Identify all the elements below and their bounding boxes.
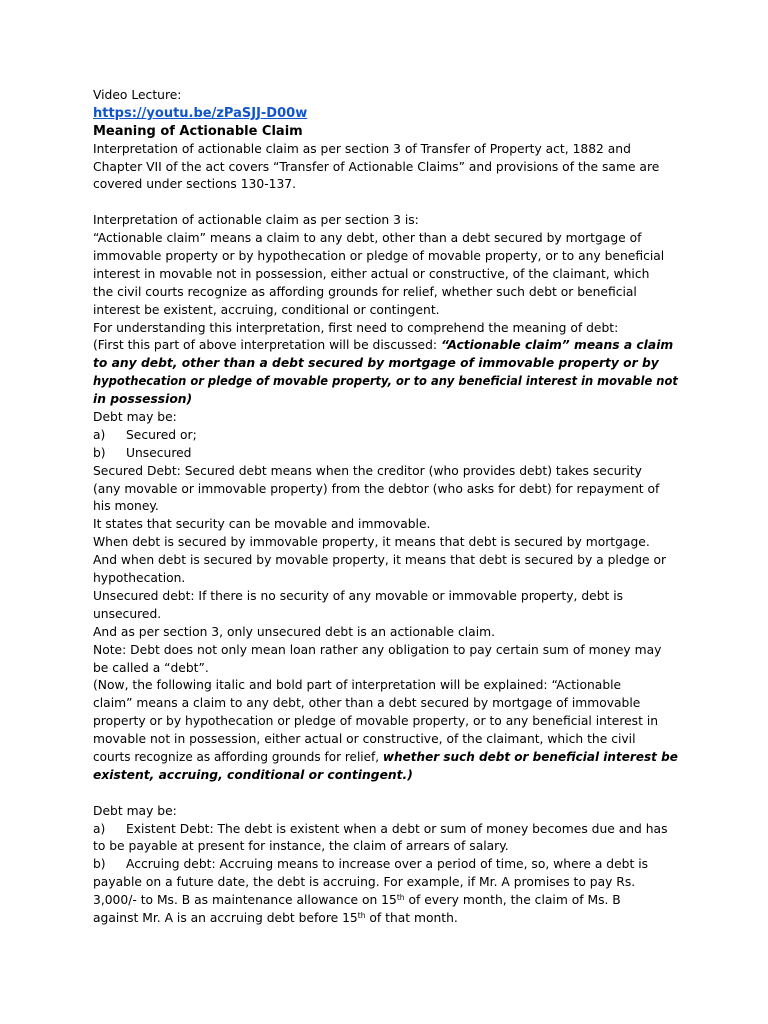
unsecured-line: unsecured.	[93, 606, 162, 621]
intro-line: Chapter VII of the act covers “Transfer of Actionable Claims” and provisions of the same are	[93, 159, 660, 174]
list-continuation: payable on a future date, the debt is accruing. For example, if Mr. A promises to pay Rs.	[93, 875, 636, 890]
debt-may-be: Debt may be:	[93, 410, 177, 425]
now-part-line: movable not in possession, either actual or constructive, of the claimant, which the civil	[93, 732, 636, 747]
list-item	[93, 427, 678, 445]
first-part-line	[93, 337, 678, 355]
text-run: of every month, the claim of Ms. B	[404, 893, 621, 908]
first-part-bold-line: hypothecation or pledge of movable property, or to any beneficial interest in movable not	[93, 374, 678, 389]
now-part-line	[93, 749, 678, 767]
list-continuation: to be payable at present for instance, the claim of arrears of salary.	[93, 839, 509, 854]
list-marker: b)	[93, 445, 106, 460]
list-text: Existent Debt: The debt is existent when a debt or sum of money becomes due and has	[126, 821, 668, 836]
video-lecture-label: Video Lecture:	[93, 88, 182, 102]
unsecured-line: Unsecured debt: If there is no security of any movable or immovable property, debt is	[93, 588, 624, 603]
now-part-line: claim” means a claim to any debt, other than a debt secured by mortgage of immovable	[93, 696, 641, 711]
definition-line: interest be existent, accruing, conditional or contingent.	[93, 302, 440, 317]
unsecured-line: And as per section 3, only unsecured debt is an actionable claim.	[93, 624, 496, 639]
secured-line: When debt is secured by immovable property, it means that debt is secured by mortgage.	[93, 535, 650, 550]
definition-line: “Actionable claim” means a claim to any debt, other than a debt secured by mortgage of	[93, 231, 642, 246]
list-text: Secured or;	[126, 427, 197, 442]
video-lecture-link[interactable]: https://youtu.be/zPaSJJ-D00w	[93, 105, 308, 121]
text-run: 3,000/- to Ms. B as maintenance allowance on 15	[93, 893, 397, 908]
secured-line: hypothecation.	[93, 571, 186, 586]
list-marker: a)	[93, 427, 106, 442]
definition-line: the civil courts recognize as affording grounds for relief, whether such debt or beneficial	[93, 284, 637, 299]
first-part-bold: “Actionable claim” means a claim	[440, 338, 674, 353]
intro-line: covered under sections 130-137.	[93, 177, 297, 192]
debt-may-be: Debt may be:	[93, 803, 177, 818]
superscript: th	[357, 910, 366, 920]
understanding-line: For understanding this interpretation, first need to comprehend the meaning of debt:	[93, 320, 619, 335]
definition-line: immovable property or by hypothecation or pledge of movable property, or to any beneficial	[93, 249, 665, 264]
list-text: Accruing debt: Accruing means to increase over a period of time, so, where a debt is	[126, 857, 649, 872]
section3-intro: Interpretation of actionable claim as per section 3 is:	[93, 213, 419, 228]
now-last-plain: courts recognize as affording grounds for relief,	[93, 749, 383, 764]
list-item	[93, 856, 678, 874]
secured-line: It states that security can be movable and immovable.	[93, 517, 431, 532]
list-text: Unsecured	[126, 445, 192, 460]
spacer	[93, 194, 678, 212]
first-part-bold-line: in possession)	[93, 392, 193, 407]
secured-line: (any movable or immovable property) from the debtor (who asks for debt) for repayment of	[93, 481, 660, 496]
intro-line: Interpretation of actionable claim as per section 3 of Transfer of Property act, 1882 and	[93, 141, 631, 156]
section-heading: Meaning of Actionable Claim	[93, 123, 303, 139]
list-item	[93, 445, 678, 463]
text-run: of that month.	[365, 910, 458, 925]
now-part-line: (Now, the following italic and bold part of interpretation will be explained: “Actionable	[93, 678, 622, 693]
first-part-bold-line: to any debt, other than a debt secured by mortgage of immovable property or by	[93, 356, 659, 371]
document-page	[93, 87, 678, 928]
unsecured-line: Note: Debt does not only mean loan rather any obligation to pay certain sum of money may	[93, 642, 662, 657]
now-final-plain: .)	[402, 767, 413, 782]
list-marker: b)	[93, 857, 106, 872]
now-final-bold: existent, accruing, conditional or contingent	[93, 767, 403, 782]
secured-line: And when debt is secured by movable property, it means that debt is secured by a pledge or	[93, 553, 667, 568]
secured-line: his money.	[93, 499, 159, 514]
list-item	[93, 821, 678, 839]
definition-line: interest in movable not in possession, either actual or constructive, of the claimant, which	[93, 266, 650, 281]
now-part-line	[93, 767, 678, 785]
list-marker: a)	[93, 821, 106, 836]
unsecured-line: be called a “debt”.	[93, 660, 209, 675]
now-part-line: property or by hypothecation or pledge of movable property, or to any beneficial interest in	[93, 714, 659, 729]
text-run: against Mr. A is an accruing debt before 15	[93, 910, 358, 925]
superscript: th	[396, 893, 405, 903]
list-continuation	[93, 910, 678, 928]
spacer	[93, 785, 678, 803]
first-part-prefix: (First this part of above interpretation will be discussed:	[93, 338, 441, 353]
list-continuation	[93, 892, 678, 910]
secured-line: Secured Debt: Secured debt means when the creditor (who provides debt) takes security	[93, 463, 642, 478]
now-last-bold: whether such debt or beneficial interest be	[382, 749, 678, 764]
